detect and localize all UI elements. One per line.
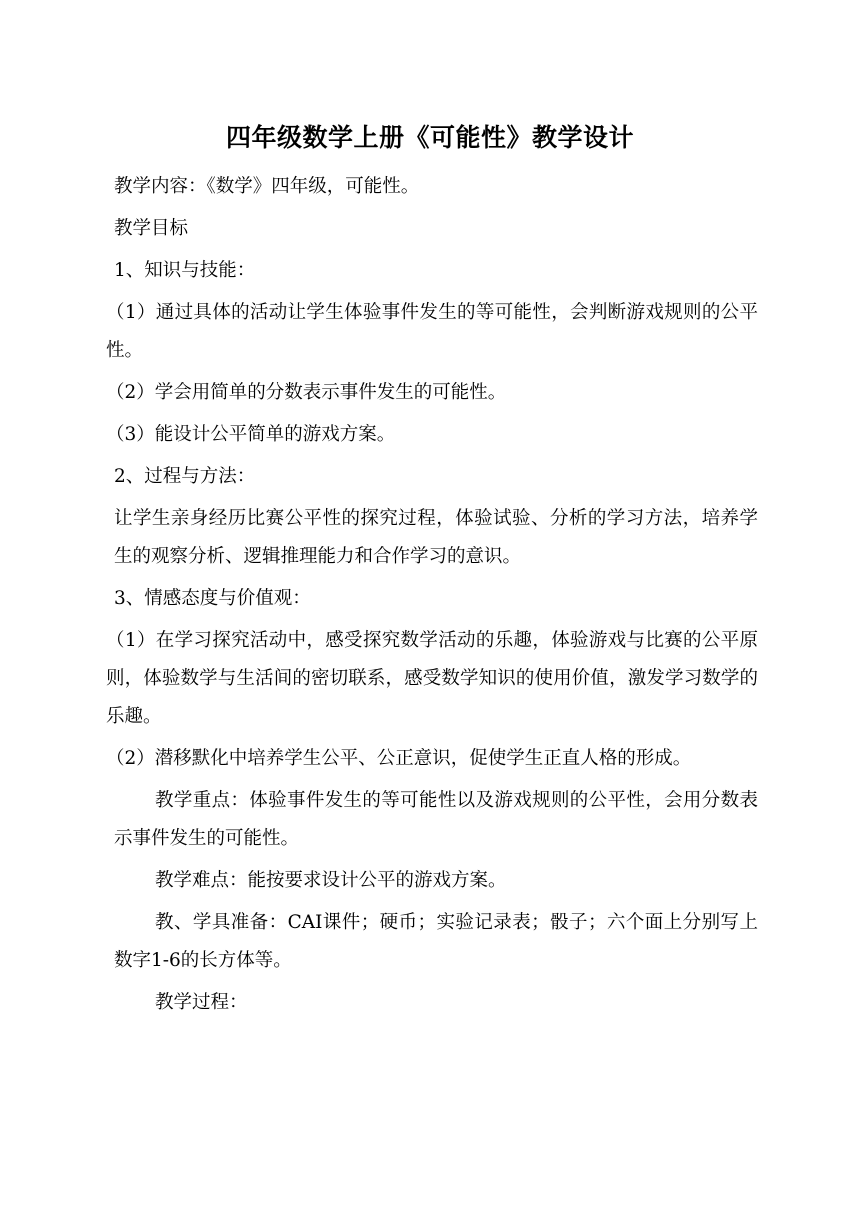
emotion-values-heading: 3、情感态度与价值观： (114, 588, 311, 609)
knowledge-item-2: （2）学会用简单的分数表示事件发生的可能性。 (106, 382, 507, 403)
objectives-heading: 教学目标 (114, 218, 189, 239)
key-points-paragraph: 教学重点：体验事件发生的等可能性以及游戏规则的公平性，会用分数表示事件发生的可能性。 (114, 790, 758, 849)
process-methods-text: 让学生亲身经历比赛公平性的探究过程，体验试验、分析的学习方法，培养学生的观察分析、逻辑推理能力和合作学习的意识。 (114, 508, 758, 567)
emotion-item-2: （2）潜移默化中培养学生公平、公正意识，促使学生正直人格的形成。 (106, 748, 692, 769)
process-methods-heading: 2、过程与方法： (114, 466, 256, 487)
difficulties-paragraph: 教学难点：能按要求设计公平的游戏方案。 (155, 870, 507, 891)
materials-paragraph: 教、学具准备：CAI课件；硬币；实验记录表；骰子；六个面上分别写上数字1-6的长方体等。 (114, 912, 758, 971)
knowledge-item-1: （1）通过具体的活动让学生体验事件发生的等可能性，会判断游戏规则的公平性。 (106, 302, 758, 361)
teaching-process-label: 教学过程： (155, 992, 248, 1013)
emotion-item-1: （1）在学习探究活动中，感受探究数学活动的乐趣，体验游戏与比赛的公平原则，体验数学与生活间的密切联系，感受数学知识的使用价值，激发学习数学的乐趣。 (106, 630, 758, 727)
knowledge-skills-heading: 1、知识与技能： (114, 260, 256, 281)
knowledge-item-3: （3）能设计公平简单的游戏方案。 (106, 424, 396, 445)
document-title: 四年级数学上册《可能性》教学设计 (225, 123, 634, 152)
teaching-content-line: 教学内容：《数学》四年级，可能性。 (114, 176, 420, 197)
document-body (106, 168, 758, 1026)
